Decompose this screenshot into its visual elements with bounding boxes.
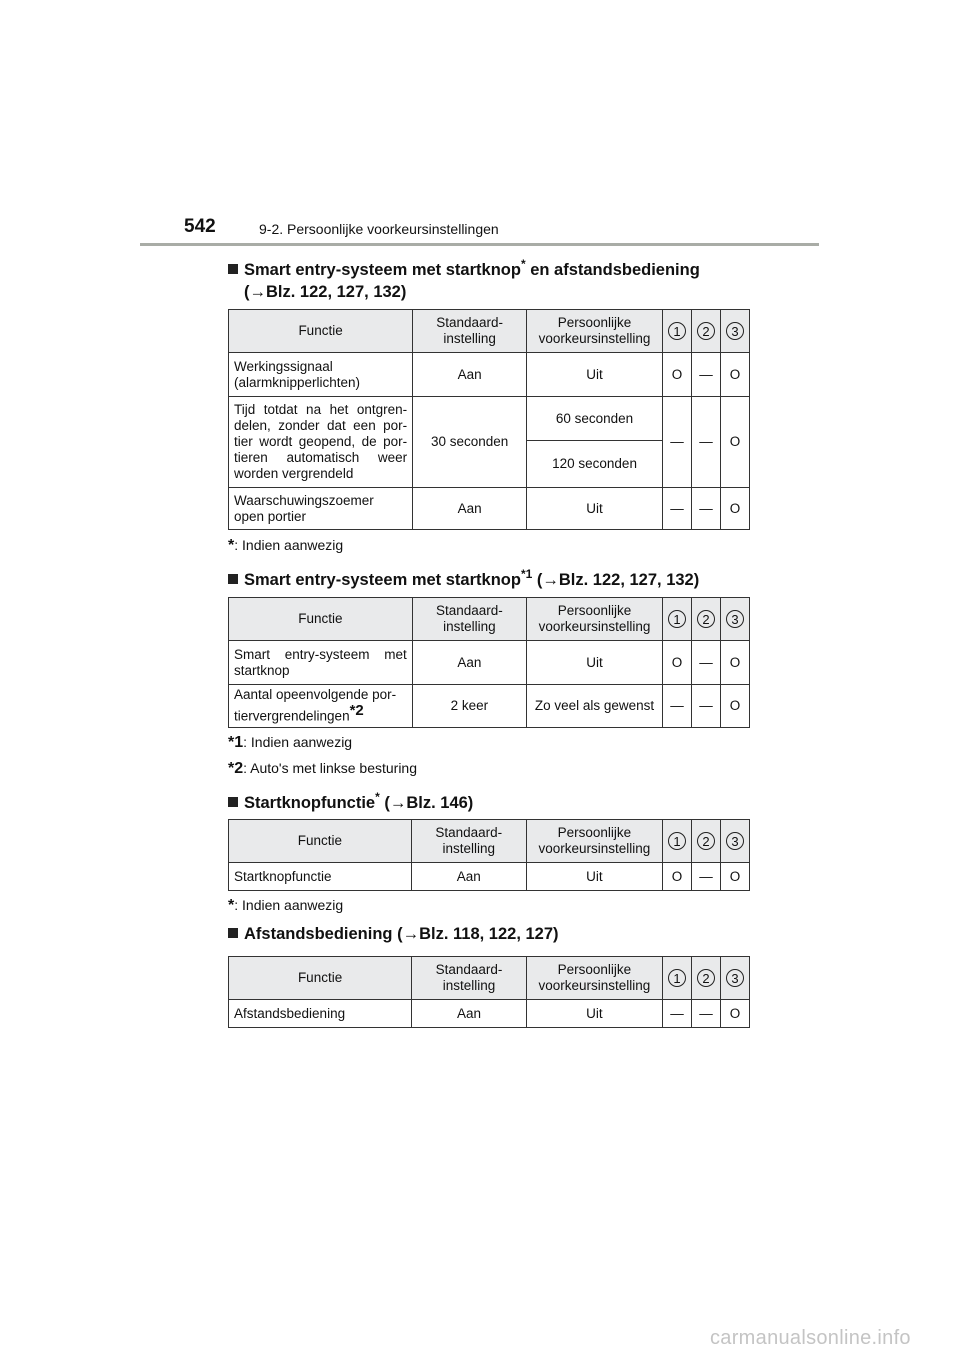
col-header-functie: Functie bbox=[229, 310, 413, 353]
square-bullet-icon bbox=[228, 574, 238, 584]
table-row: Aantal opeenvolgende por- tiervergrendelingen$^{*2}$ 2 keer Zo veel als gewenst — — O bbox=[229, 685, 750, 728]
table-row: Startknopfunctie Aan Uit O — O bbox=[229, 863, 750, 891]
table-header-row bbox=[229, 598, 750, 641]
circle-1-icon: 1 bbox=[668, 322, 686, 340]
settings-table bbox=[228, 956, 750, 1028]
table-row: Waarschuwingszoemer open portier Aan Uit — — O bbox=[229, 488, 750, 530]
settings-table bbox=[228, 309, 750, 530]
square-bullet-icon bbox=[228, 797, 238, 807]
footnote: *2: Auto's met linkse besturing bbox=[228, 760, 417, 777]
footnote: *: Indien aanwezig bbox=[228, 537, 344, 554]
header-rule bbox=[140, 243, 819, 246]
arrow-icon: → bbox=[389, 794, 407, 812]
circle-1-icon: 1 bbox=[668, 610, 686, 628]
circle-3-icon: 3 bbox=[726, 969, 744, 987]
col-header-persoonlijk: Persoonlijke voorkeursinstelling bbox=[526, 957, 662, 1000]
col-header-functie: Functie bbox=[229, 957, 412, 1000]
settings-table bbox=[228, 597, 750, 728]
table-row: Tijd totdat na het ontgren-delen, zonder dat een por-tier wordt geopend, de por-tieren automatisch weer worden vergrendeld 30 seconden 60 seconden — — O bbox=[229, 397, 750, 441]
footnote: *: Indien aanwezig bbox=[228, 897, 344, 914]
section-heading: Smart entry-systeem met startknop$^{*1}$ (→Blz. 122, 127, 132) bbox=[228, 563, 699, 591]
running-header: 9-2. Persoonlijke voorkeursinstellingen bbox=[259, 221, 499, 237]
col-header-functie: Functie bbox=[229, 820, 412, 863]
circle-3-icon: 3 bbox=[726, 322, 744, 340]
table-header-row bbox=[229, 310, 750, 353]
table-row: Werkingssignaal (alarmknipperlichten) Aan Uit O — O bbox=[229, 353, 750, 397]
col-header-standaard: Standaard- instelling bbox=[412, 598, 526, 641]
circle-1-icon: 1 bbox=[668, 832, 686, 850]
settings-table bbox=[228, 819, 750, 891]
table-header-row bbox=[229, 820, 750, 863]
circle-2-icon: 2 bbox=[697, 832, 715, 850]
circle-2-icon: 2 bbox=[697, 610, 715, 628]
circle-2-icon: 2 bbox=[697, 969, 715, 987]
section-heading: Smart entry-systeem met startknop* en afstandsbediening (→Blz. 122, 127, 132) bbox=[228, 253, 700, 303]
col-header-persoonlijk: Persoonlijke voorkeursinstelling bbox=[526, 820, 662, 863]
table-row: 120 seconden bbox=[229, 441, 750, 488]
col-header-persoonlijk: Persoonlijke voorkeursinstelling bbox=[526, 598, 662, 641]
watermark: carmanualsonline.info bbox=[710, 1327, 911, 1349]
page-number: 542 bbox=[184, 216, 216, 237]
section-heading: Afstandsbediening (→Blz. 118, 122, 127) bbox=[228, 923, 559, 945]
square-bullet-icon bbox=[228, 264, 238, 274]
circle-1-icon: 1 bbox=[668, 969, 686, 987]
col-header-standaard: Standaard- instelling bbox=[411, 820, 526, 863]
table-row: Smart entry-systeem met startknop Aan Uit O — O bbox=[229, 641, 750, 685]
table-row: Afstandsbediening Aan Uit — — O bbox=[229, 1000, 750, 1028]
col-header-standaard: Standaard- instelling bbox=[412, 957, 527, 1000]
circle-2-icon: 2 bbox=[697, 322, 715, 340]
circle-3-icon: 3 bbox=[726, 610, 744, 628]
col-header-persoonlijk: Persoonlijke voorkeursinstelling bbox=[527, 310, 663, 353]
footnote: *1: Indien aanwezig bbox=[228, 734, 353, 751]
col-header-standaard: Standaard- instelling bbox=[413, 310, 527, 353]
col-header-functie: Functie bbox=[229, 598, 413, 641]
arrow-icon: → bbox=[249, 283, 266, 301]
arrow-icon: → bbox=[542, 571, 559, 589]
arrow-icon: → bbox=[402, 925, 420, 943]
section-heading: Startknopfunctie* (→Blz. 146) bbox=[228, 786, 473, 814]
table-header-row bbox=[229, 957, 750, 1000]
square-bullet-icon bbox=[228, 928, 238, 938]
circle-3-icon: 3 bbox=[726, 832, 744, 850]
